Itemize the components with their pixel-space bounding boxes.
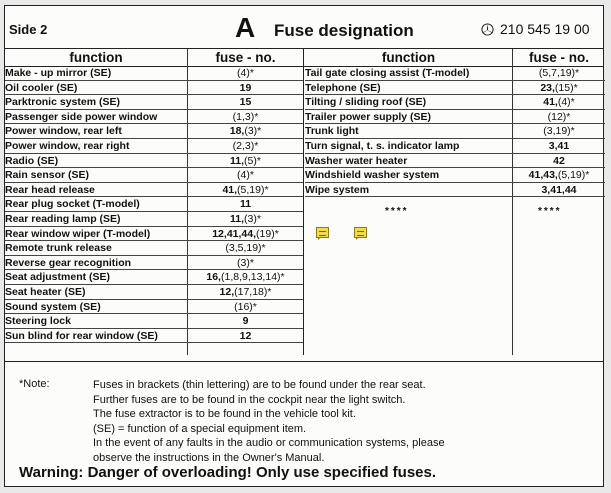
function-cell: Tail gate closing assist (T-model) (305, 67, 470, 79)
function-cell: Rear plug socket (T-model) (5, 198, 140, 211)
fuse-bracketed: (3)* (244, 125, 262, 138)
fuse-cell (188, 300, 303, 315)
table-row (305, 139, 605, 154)
box-letter: A (235, 12, 256, 43)
fuse-primary: 15 (239, 96, 252, 109)
comment-icon[interactable] (316, 227, 329, 238)
note-line: The fuse extractor is to be found in the vehicle tool kit. (93, 408, 356, 420)
fuse-cell (188, 197, 303, 212)
fuse-bracketed: (3)* (244, 213, 261, 225)
fuse-bracketed: (19)* (256, 227, 279, 240)
table-row (5, 197, 303, 212)
note-text (93, 378, 445, 465)
fuse-primary: 41, (222, 183, 238, 196)
function-cell: Seat adjustment (SE) (5, 271, 111, 284)
fuse-cell (188, 256, 303, 271)
table-row (5, 227, 303, 242)
fuse-bracketed: (3,19)* (543, 125, 575, 138)
note-line: (SE) = function of a special equipment item. (93, 422, 307, 435)
fuse-cell (188, 314, 303, 329)
fuse-bracketed: (15)* (554, 81, 578, 94)
warning-text: Warning: Danger of overloading! Only use specified fuses. (19, 464, 437, 481)
part-number-block (481, 21, 590, 37)
table-row (5, 168, 303, 183)
fuse-cell (188, 139, 303, 154)
fuse-primary: 23, (540, 81, 555, 94)
notes-section (5, 361, 603, 487)
table-row (305, 81, 605, 96)
fuse-primary: 19 (239, 81, 252, 94)
table-row (5, 110, 303, 125)
function-cell: Trunk light (305, 125, 359, 138)
fuse-cell (513, 124, 605, 139)
fuse-cell (188, 110, 303, 125)
function-cell: Reverse gear recognition (5, 256, 132, 269)
fuse-cell (188, 227, 303, 242)
comment-icon[interactable] (354, 227, 367, 238)
fuse-table (5, 48, 603, 342)
fuse-primary: 12 (239, 329, 252, 342)
table-row (5, 285, 303, 300)
fuse-cell (188, 183, 303, 198)
fuse-bracketed: (17,18)* (234, 286, 272, 298)
function-cell: Rear head release (5, 183, 95, 196)
fuse-primary: 11, (230, 154, 245, 167)
function-cell: Radio (SE) (5, 154, 59, 167)
table-row (5, 183, 303, 198)
fuse-primary: 12,41,44, (212, 227, 257, 240)
function-cell: Wipe system (305, 183, 370, 196)
function-cell: Sound system (SE) (5, 300, 101, 313)
function-cell: Power window, rear right (5, 140, 130, 152)
fuse-cell (188, 66, 303, 81)
mercedes-star-icon (481, 23, 494, 36)
table-row (305, 66, 605, 81)
table-row (5, 300, 303, 315)
fuse-chart-sheet (4, 5, 604, 487)
fuse-bracketed: (5)* (244, 154, 261, 167)
note-label: *Note: (19, 378, 50, 390)
fuse-cell (513, 66, 605, 81)
note-line: Further fuses are to be found in the cockpit near the light switch. (93, 393, 406, 406)
fuse-primary: 18, (229, 125, 245, 138)
col-fuse-left: fuse - no. (215, 50, 276, 65)
fuse-bracketed: (12)* (547, 110, 571, 123)
fuse-primary: 42 (553, 154, 565, 167)
fuse-cell (188, 241, 303, 256)
fuse-cell (188, 168, 303, 183)
table-row (305, 168, 605, 183)
fuse-primary: 3,41,44 (541, 183, 577, 196)
col-function-left: function (69, 50, 123, 65)
note-line: In the event of any faults in the audio or communication systems, please (93, 437, 445, 449)
fuse-primary: 41,43, (528, 169, 558, 182)
fuse-bracketed: (5,19)* (557, 169, 590, 182)
table-row (305, 110, 605, 125)
fuse-bracketed: (3,5,19)* (225, 242, 266, 255)
fuse-cell (513, 168, 605, 183)
function-cell: Telephone (SE) (305, 81, 381, 94)
fuse-cell (513, 95, 605, 110)
function-cell: Windshield washer system (305, 169, 440, 182)
col-function-right: function (381, 50, 436, 65)
fuse-primary: 41, (543, 96, 558, 109)
table-row (5, 139, 303, 154)
table-row (305, 183, 605, 198)
note-line: Fuses in brackets (thin lettering) are to be found under the rear seat. (93, 379, 426, 391)
table-row (305, 124, 605, 139)
table-row (5, 314, 303, 329)
function-cell: Rear reading lamp (SE) (5, 213, 121, 225)
table-body (5, 66, 603, 355)
fuse-primary: 16, (206, 271, 221, 284)
side-label: Side 2 (9, 22, 48, 37)
function-cell: Sun blind for rear window (SE) (5, 329, 158, 342)
part-number: 210 545 19 00 (500, 21, 590, 37)
fuse-cell (513, 154, 605, 169)
function-cell: Passenger side power window (5, 110, 158, 123)
fuse-primary: 9 (242, 315, 249, 328)
fuse-bracketed: (1,3)* (232, 110, 259, 123)
fuse-cell (188, 270, 303, 285)
table-row (5, 270, 303, 285)
function-cell: Rear window wiper (T-model) (5, 227, 151, 240)
fuse-bracketed: (4)* (237, 67, 254, 79)
table-header-row (5, 49, 603, 67)
function-cell: Turn signal, t. s. indicator lamp (305, 140, 460, 152)
function-cell: Seat heater (SE) (5, 286, 86, 298)
fuse-primary: 11, (230, 213, 245, 225)
table-row (5, 256, 303, 271)
function-cell: Power window, rear left (5, 125, 122, 138)
fuse-chart-header (5, 6, 603, 48)
fuse-cell (188, 154, 303, 169)
fuse-bracketed: (5,7,19)* (538, 67, 580, 79)
fuse-cell (513, 110, 605, 125)
fuse-cell (188, 81, 303, 96)
function-cell: Make - up mirror (SE) (5, 67, 112, 79)
table-row (5, 154, 303, 169)
function-cell: Oil cooler (SE) (5, 81, 78, 94)
fuse-cell (188, 124, 303, 139)
fuse-primary: 3,41 (548, 140, 570, 152)
function-cell: Parktronic system (SE) (5, 96, 120, 109)
table-row (5, 124, 303, 139)
fuse-cell (513, 81, 605, 96)
function-cell: Tilting / sliding roof (SE) (305, 96, 427, 109)
table-row (5, 95, 303, 110)
fuse-cell (513, 183, 605, 198)
table-row (5, 329, 303, 344)
table-row (5, 212, 303, 227)
function-cell: Trailer power supply (SE) (305, 110, 432, 123)
function-cell: Steering lock (5, 315, 71, 328)
fuse-bracketed: (3)* (237, 256, 254, 269)
table-row (5, 66, 303, 81)
fuse-primary: 12, (219, 286, 235, 298)
table-row (305, 154, 605, 169)
fuse-bracketed: (4)* (557, 96, 575, 109)
note-line: observe the instructions in the Owner's Manual. (93, 451, 325, 464)
stars-left: **** (385, 206, 409, 217)
fuse-cell (513, 139, 605, 154)
fuse-cell (188, 329, 303, 344)
function-cell: Rain sensor (SE) (5, 169, 90, 182)
function-cell: Remote trunk release (5, 242, 112, 255)
function-cell: Washer water heater (305, 154, 408, 167)
column-divider (303, 49, 304, 355)
fuse-cell (188, 285, 303, 300)
fuse-bracketed: (2,3)* (232, 140, 259, 152)
fuse-bracketed: (1,8,9,13,14)* (220, 271, 285, 284)
fuse-bracketed: (5,19)* (237, 183, 269, 196)
table-row (305, 95, 605, 110)
fuse-cell (188, 212, 303, 227)
fuse-bracketed: (16)* (234, 300, 257, 313)
col-fuse-right: fuse - no. (529, 50, 589, 65)
fuse-primary: 11 (239, 198, 252, 211)
table-row (5, 81, 303, 96)
table-row (5, 241, 303, 256)
fuse-cell (188, 95, 303, 110)
stars-right: **** (538, 206, 562, 217)
page-title: Fuse designation (274, 21, 414, 40)
fuse-bracketed: (4)* (237, 169, 254, 182)
